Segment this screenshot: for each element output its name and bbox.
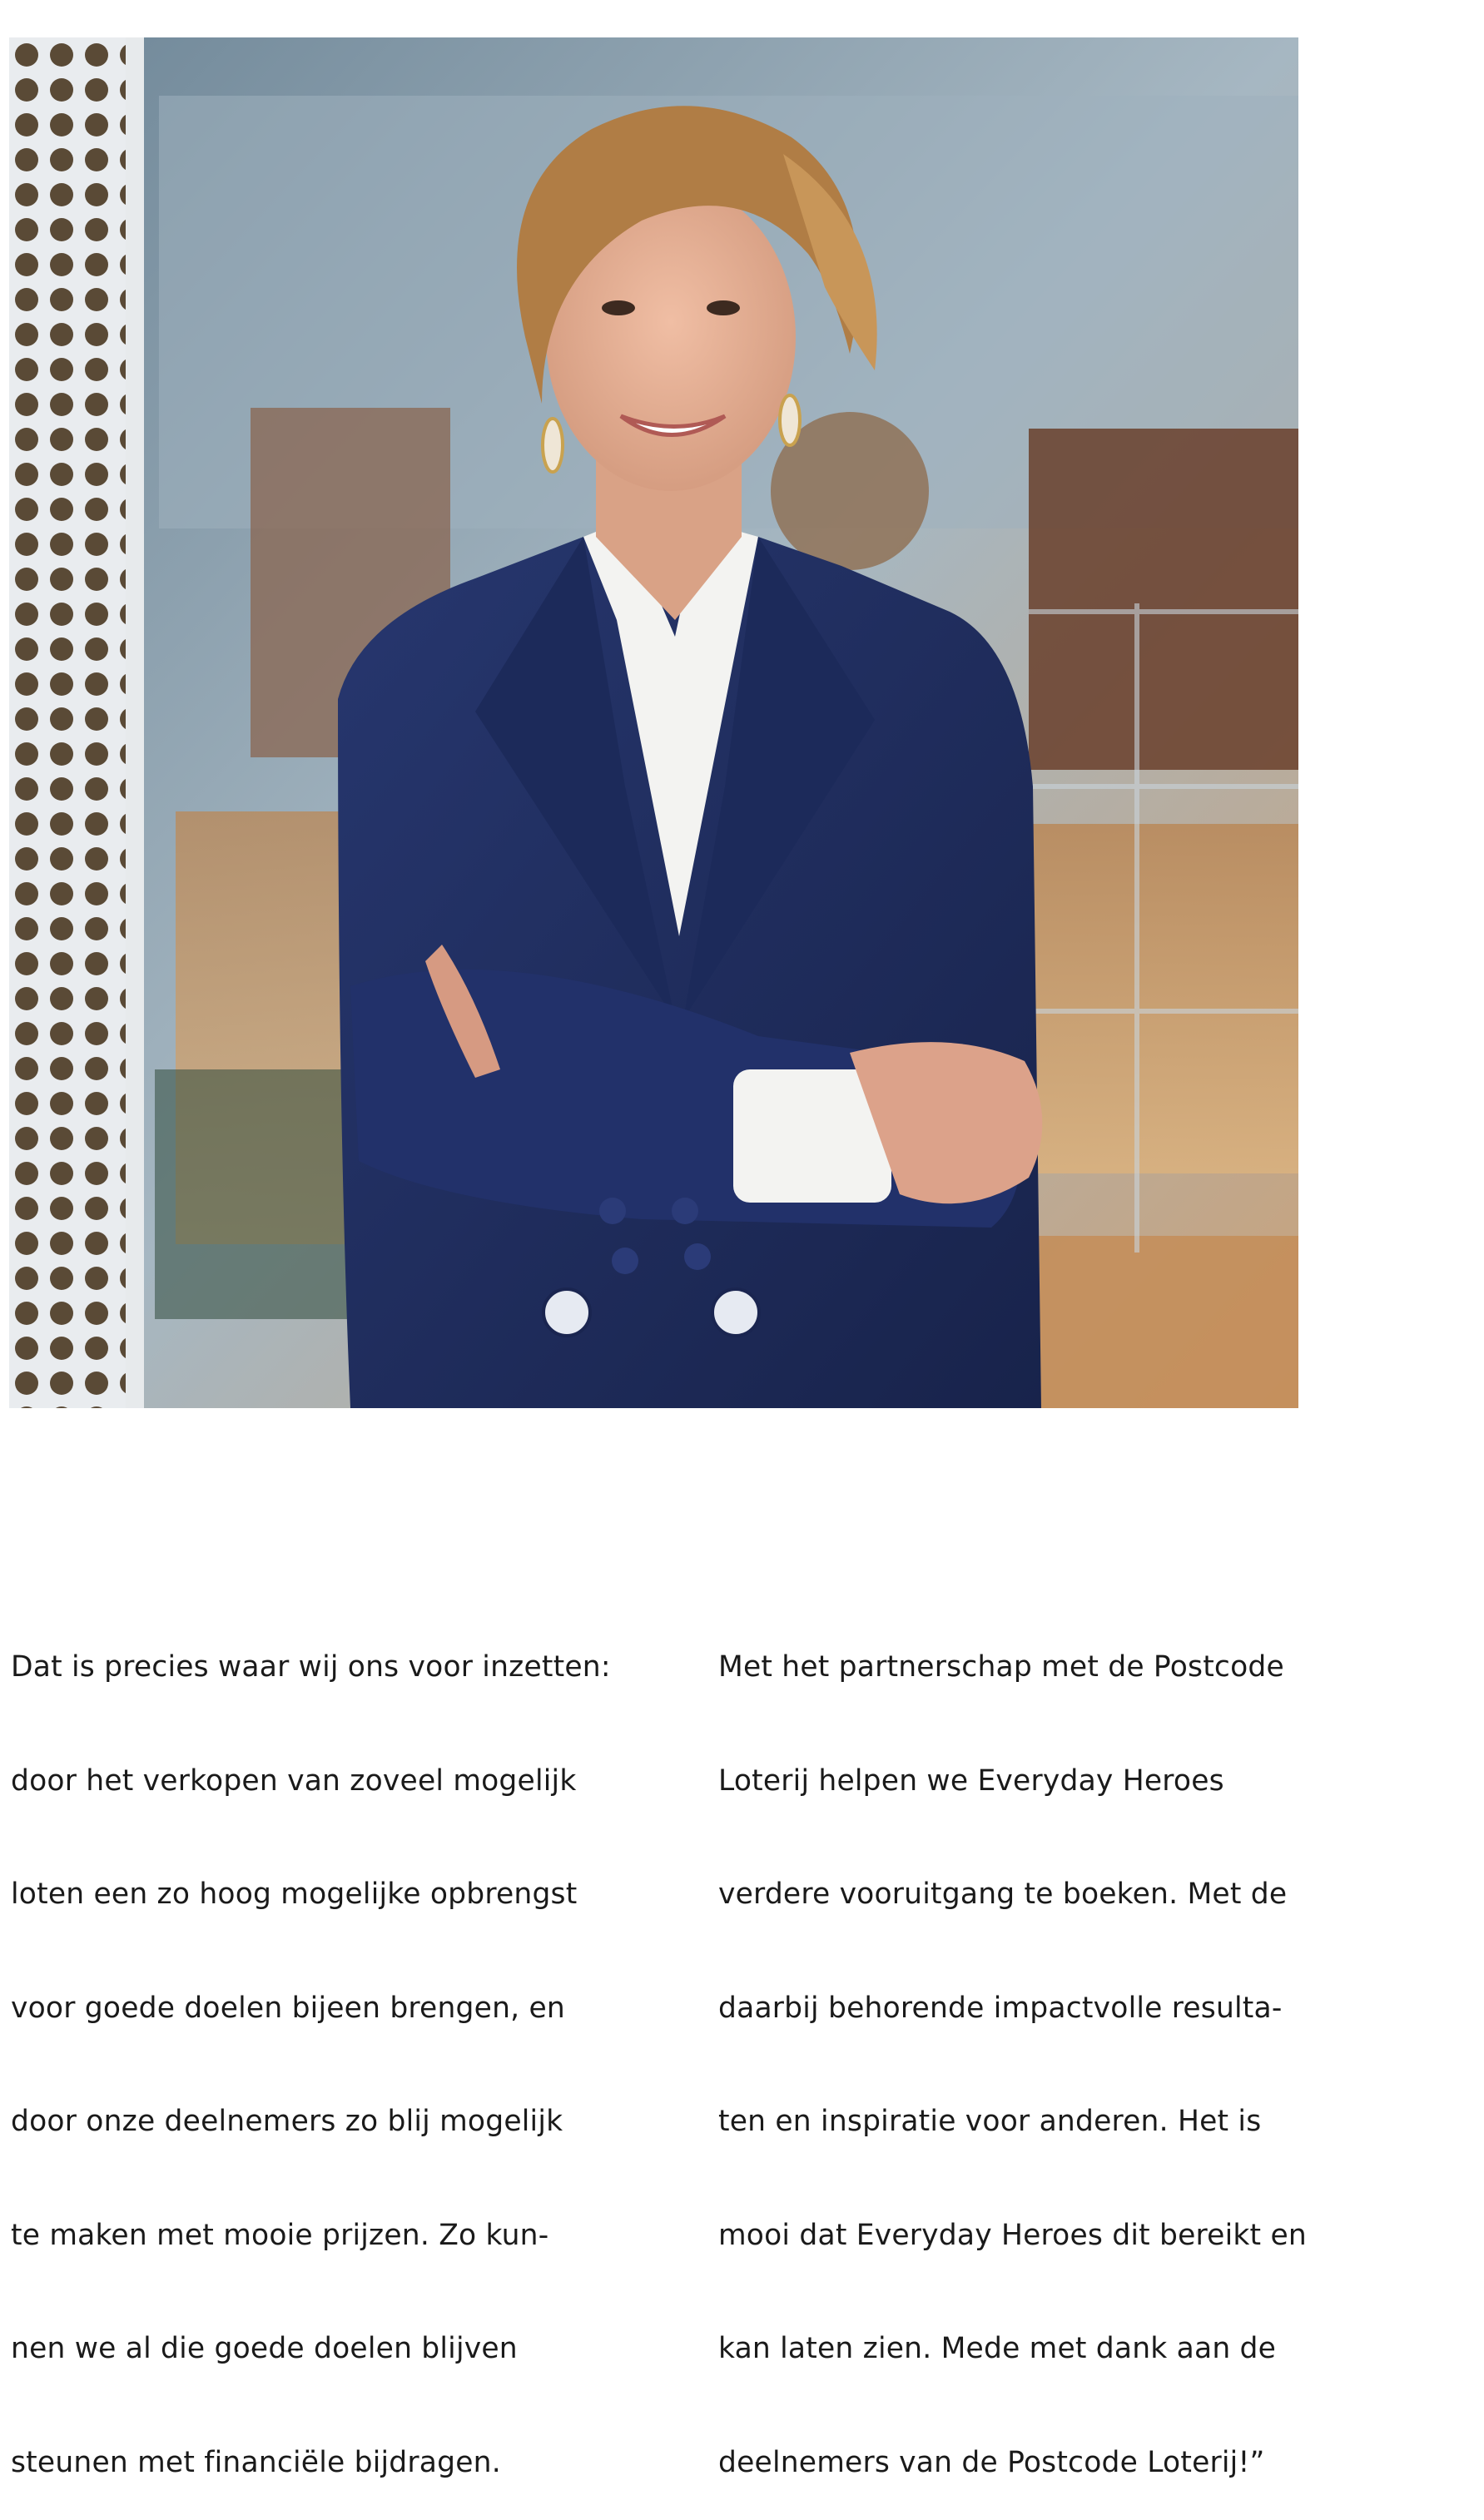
article-line: loten een zo hoog mogelijke opbrengst: [11, 1878, 578, 1911]
article-left-column: [11, 1573, 643, 2520]
article-line: ten en inspiratie voor anderen. Het is: [718, 2105, 1262, 2138]
article-line: door onze deelnemers zo blij mogelijk: [11, 2105, 563, 2138]
article-line: deelnemers van de Postcode Loterij!”: [718, 2445, 1265, 2479]
article-line: Loterij helpen we Everyday Heroes: [718, 1764, 1224, 1798]
article-line: steunen met financiële bijdragen.: [11, 2445, 501, 2479]
article-right-column: [718, 1573, 1351, 2520]
article-line: Met het partnerschap met de Postcode: [718, 1650, 1284, 1684]
article-line: Dat is precies waar wij ons voor inzetten:: [11, 1650, 611, 1684]
portrait-image: [9, 37, 1298, 1408]
article-line: kan laten zien. Mede met dank aan de: [718, 2332, 1277, 2365]
article-line: mooi dat Everyday Heroes dit bereikt en: [718, 2218, 1307, 2252]
article-line: te maken met mooie prijzen. Zo kun-: [11, 2218, 549, 2252]
article-line: voor goede doelen bijeen brengen, en: [11, 1991, 565, 2025]
portrait-photo: [9, 37, 1298, 1408]
article-line: nen we al die goede doelen blijven: [11, 2332, 518, 2365]
article-line: door het verkopen van zoveel mogelijk: [11, 1764, 577, 1798]
article-line: daarbij behorende impactvolle resulta-: [718, 1991, 1283, 2025]
article-line: verdere vooruitgang te boeken. Met de: [718, 1878, 1288, 1911]
